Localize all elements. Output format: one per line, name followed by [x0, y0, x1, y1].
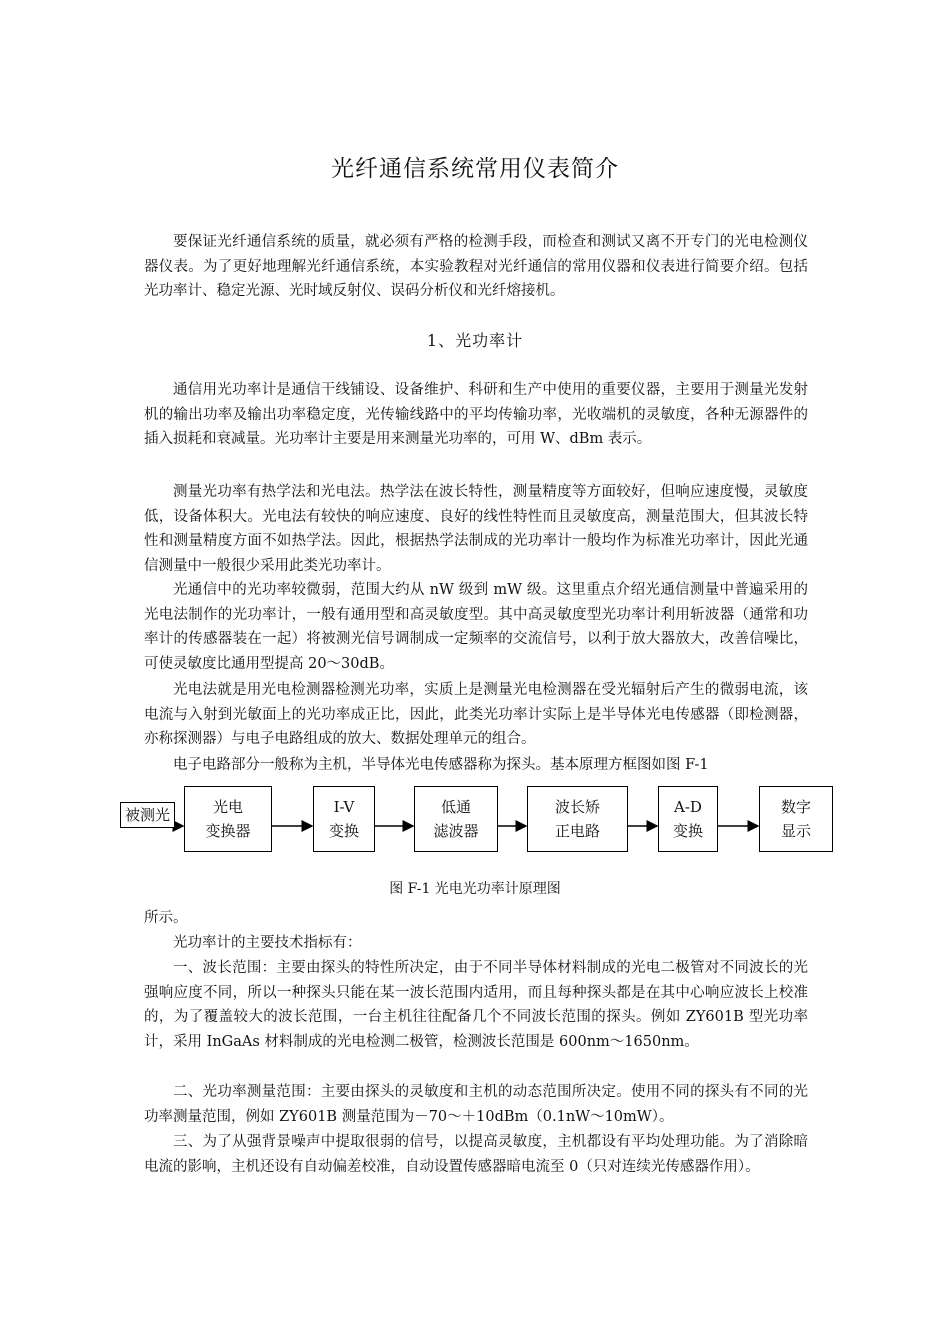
intro-paragraph: 要保证光纤通信系统的质量，就必须有严格的检测手段，而检查和测试又离不开专门的光电检测仪器仪表。为了更好地理解光纤通信系统，本实验教程对光纤通信的常用仪器和仪表进行简要介绍。包括光功率计、稳定光源、光时域反射仪、误码分析仪和光纤熔接机。 [144, 234, 808, 299]
paragraph-8: 二、光功率测量范围：主要由探头的灵敏度和主机的动态范围所决定。使用不同的探头有不同的光功率测量范围，例如 ZY601B 测量范围为－70～＋10dBm（0.1nW～10mW）。 [144, 1084, 808, 1125]
paragraph-4: 光电法就是用光电检测器检测光功率，实质上是测量光电检测器在受光辐射后产生的微弱电流，该电流与入射到光敏面上的光功率成正比，因此，此类光功率计实际上是半导体光电传感器（即检测器，亦称探测器）与电子电路组成的放大、数据处理单元的组合。 [144, 682, 808, 747]
block-lowpass-filter: 低通 滤波器 [414, 786, 498, 852]
paragraph-1: 通信用光功率计是通信干线铺设、设备维护、科研和生产中使用的重要仪器，主要用于测量光发射机的输出功率及输出功率稳定度，光传输线路中的平均传输功率，光收端机的灵敏度，各种无源器件的插入损耗和衰减量。光功率计主要是用来测量光功率的，可用 W、dBm 表示。 [144, 382, 808, 447]
paragraph-3: 光通信中的光功率较微弱，范围大约从 nW 级到 mW 级。这里重点介绍光通信测量中普遍采用的光电法制作的光功率计，一般有通用型和高灵敏度型。其中高灵敏度型光功率计利用斩波器（通常和功率计的传感器装在一起）将被测光信号调制成一定频率的交流信号，以利于放大器放大，改善信噪比，可使灵敏度比通用型提高 20～30dB。 [144, 582, 808, 672]
block-diagram [112, 780, 836, 856]
paragraph-2: 测量光功率有热学法和光电法。热学法在波长特性，测量精度等方面较好，但响应速度慢，灵敏度低，设备体积大。光电法有较快的响应速度、良好的线性特性而且灵敏度高，测量范围大，但其波长特性和测量精度方面不如热学法。因此，根据热学法制成的光功率计一般均作为标准光功率计，因此光通信测量中一般很少采用此类光功率计。 [144, 484, 808, 574]
paragraph-7: 一、波长范围：主要由探头的特性所决定，由于不同半导体材料制成的光电二极管对不同波长的光强响应度不同，所以一种探头只能在某一波长范围内适用，而且每种探头都是在其中心响应波长上校准的，为了覆盖较大的波长范围，一台主机往往配备几个不同波长范围的探头。例如 ZY601B 型光功率计，采用 InGaAs 材料制成的光电检测二极管，检测波长范围是 600nm～1650nm。 [144, 960, 808, 1050]
document-title: 光纤通信系统常用仪表简介 [331, 156, 619, 182]
block-digital-display: 数字 显示 [759, 786, 833, 852]
paragraph-5-continued: 所示。 [144, 910, 188, 926]
input-label: 被测光 [120, 802, 175, 828]
paragraph-5: 电子电路部分一般称为主机，半导体光电传感器称为探头。基本原理方框图如图 F-1 [173, 757, 709, 773]
block-ad-converter: A-D 变换 [658, 786, 718, 852]
figure-caption: 图 F-1 光电光功率计原理图 [389, 881, 561, 897]
block-photoelectric-converter: 光电 变换器 [184, 786, 272, 852]
block-iv-converter: I-V 变换 [313, 786, 375, 852]
block-wavelength-correction: 波长矫 正电路 [527, 786, 628, 852]
section-heading: 1、光功率计 [426, 331, 524, 350]
paragraph-9: 三、为了从强背景噪声中提取很弱的信号，以提高灵敏度，主机都设有平均处理功能。为了消除暗电流的影响，主机还设有自动偏差校准，自动设置传感器暗电流至 0（只对连续光传感器作用）。 [144, 1134, 808, 1175]
paragraph-6: 光功率计的主要技术指标有： [173, 935, 362, 951]
